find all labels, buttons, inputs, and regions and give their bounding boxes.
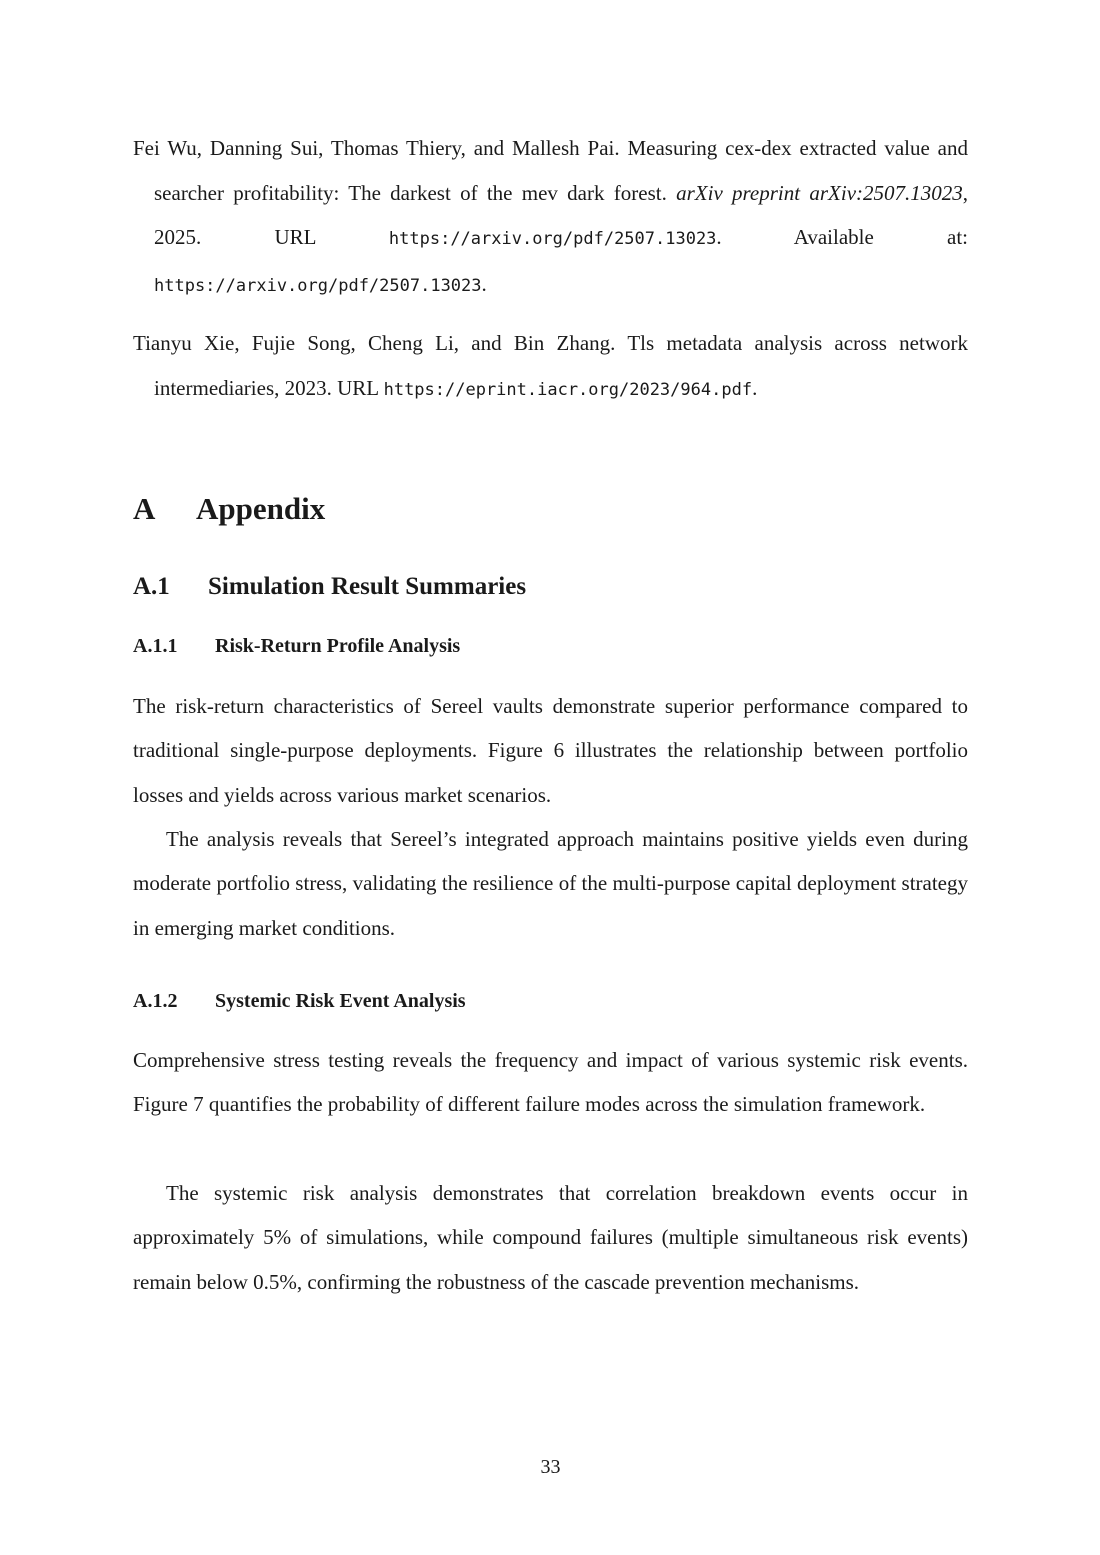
page-number: 33 [540,1456,561,1478]
body-paragraph: Comprehensive stress testing reveals the frequency and impact of various systemic risk events. Figure 7 quantifies the probability of different failure modes across the simulation framework. [133,1048,968,1117]
section-heading [133,487,325,531]
subsubsection-title: Systemic Risk Event Analysis [215,990,466,1012]
subsubsection-heading [133,986,466,1016]
body-paragraph: The risk-return characteristics of Sereel vaults demonstrate superior performance compared to traditional single-purpose deployments. Figure 6 illustrates the relationship between portfolio losses and yields across various market scenarios. [133,694,968,807]
subsection-heading [133,570,526,604]
section-title: Appendix [196,491,326,526]
reference-text: . Available at: [716,225,968,249]
reference-xie-2023 [133,321,968,412]
reference-end: . [481,271,487,296]
body-paragraph: The systemic risk analysis demonstrates that correlation breakdown events occur in approximately 5% of simulations, while compound failures (multiple simultaneous risk events) remain below 0.5%, confirming the robustness of the cascade prevention mechanisms. [133,1181,968,1294]
subsubsection-title: Risk-Return Profile Analysis [215,635,461,657]
reference-text: , 2025. URL [154,180,969,249]
subsubsection-number: A.1.2 [133,990,178,1012]
subsubsection-heading [133,631,460,661]
subsubsection-number: A.1.1 [133,635,178,657]
reference-url-link[interactable]: https://arxiv.org/pdf/2507.13023 [388,229,717,249]
reference-venue: arXiv preprint arXiv:2507.13023 [676,180,963,205]
reference-url-link[interactable]: https://arxiv.org/pdf/2507.13023 [154,275,482,296]
reference-wu-2025 [133,126,968,308]
reference-end: . [752,375,758,400]
section-number: A [133,491,156,526]
reference-text: Tianyu Xie, Fujie Song, Cheng Li, and Bin Zhang. Tls metadata analysis across network intermediaries, 2023. URL [133,331,968,400]
subsection-number: A.1 [133,573,170,600]
subsection-title: Simulation Result Summaries [208,573,527,600]
reference-url-link[interactable]: https://eprint.iacr.org/2023/964.pdf [383,379,753,400]
body-paragraph: The analysis reveals that Sereel’s integrated approach maintains positive yields even during moderate portfolio stress, validating the resilience of the multi-purpose capital deployment strategy in emerging market conditions. [133,827,968,940]
reference-text: Fei Wu, Danning Sui, Thomas Thiery, and Mallesh Pai. Measuring cex-dex extracted value and searcher profitability: The darkest of the mev dark forest. [133,136,968,205]
